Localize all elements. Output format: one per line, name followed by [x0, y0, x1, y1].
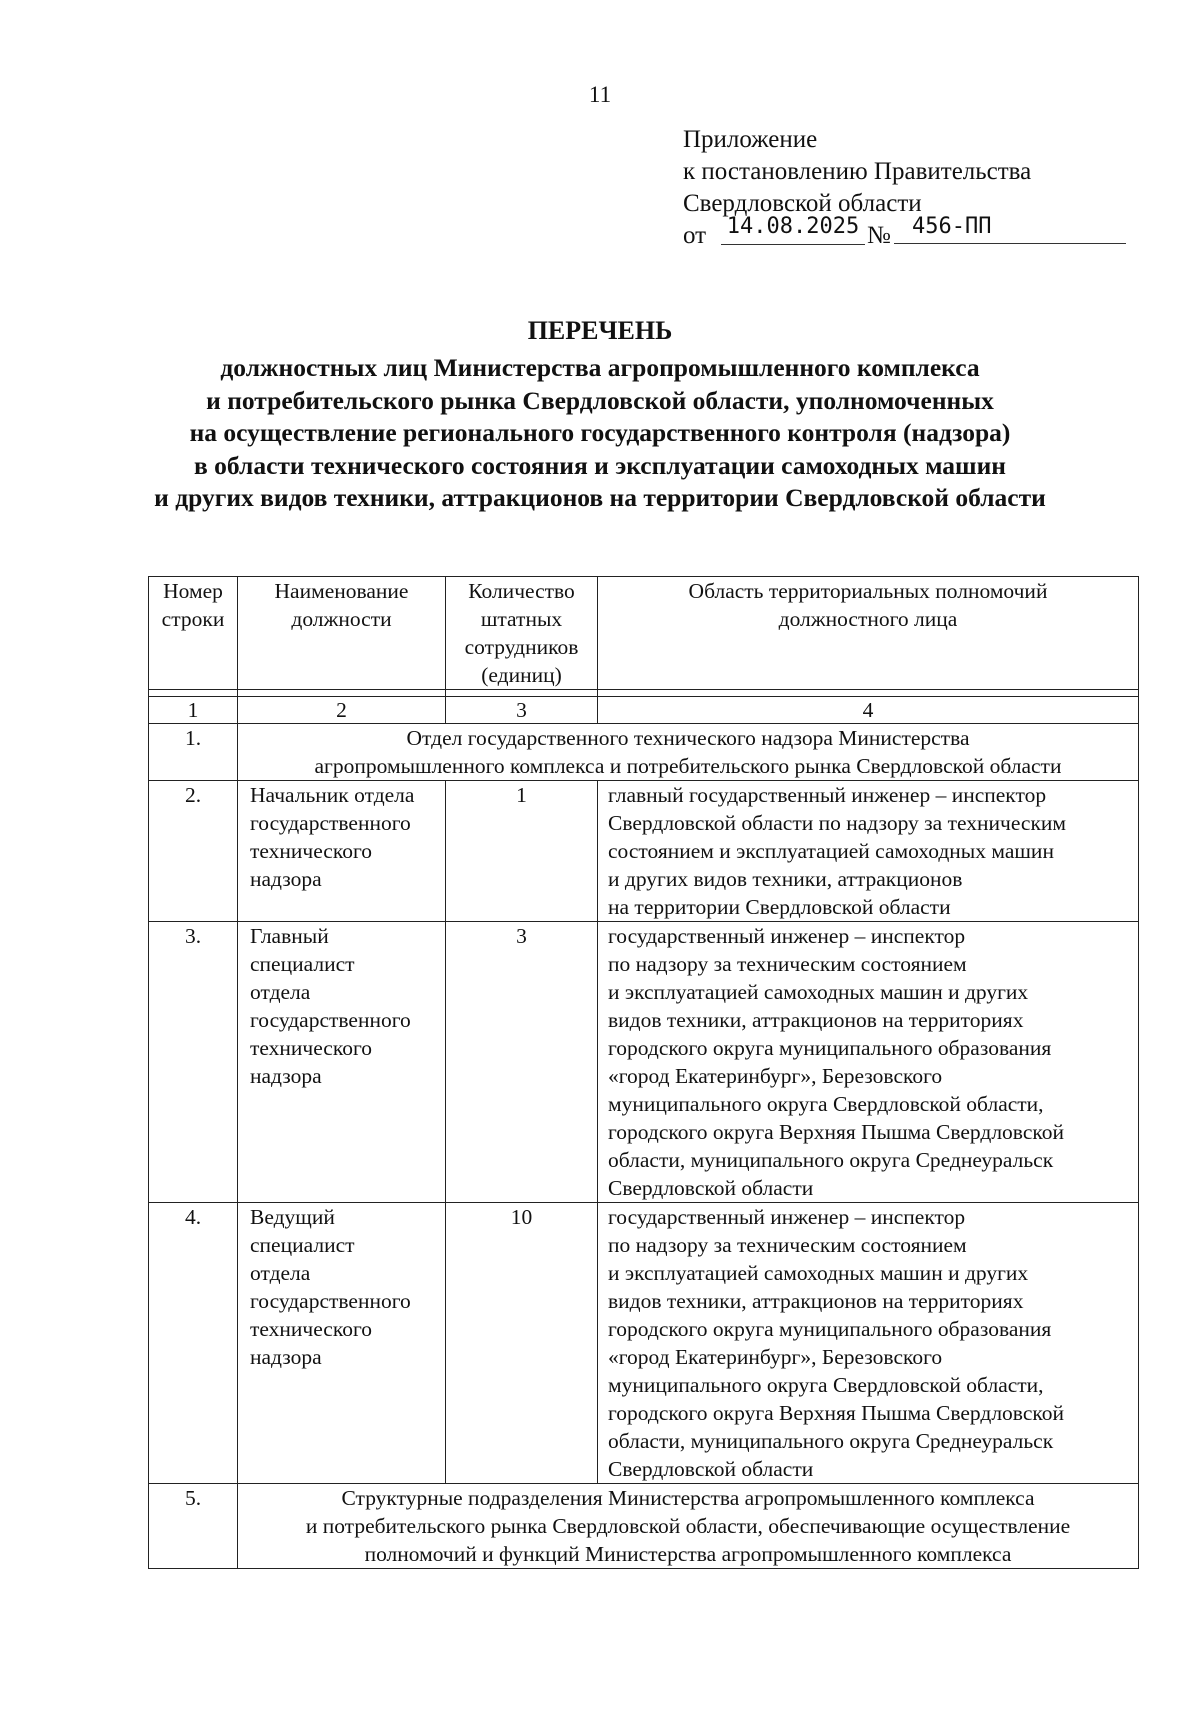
- section-text: и потребительского рынка Свердловской области, обеспечивающие осуществление: [305, 1514, 1071, 1538]
- row-number: 3.: [149, 922, 238, 1203]
- area-text: и эксплуатацией самоходных машин и других: [608, 1261, 1029, 1285]
- table-header-row: [149, 577, 1139, 690]
- appendix-date-line: [683, 214, 1031, 252]
- area-text: и других видов техники, аттракционов: [608, 867, 963, 891]
- position-text: отдела: [250, 980, 311, 1004]
- position-text: государственного: [250, 1008, 411, 1032]
- header-text: должностного лица: [778, 607, 958, 631]
- area-text: видов техники, аттракционов на территориях: [608, 1008, 1024, 1032]
- position-text: государственного: [250, 811, 411, 835]
- position-text: надзора: [250, 1345, 322, 1369]
- area-text: на территории Свердловской области: [608, 895, 951, 919]
- header-text: Количество: [468, 579, 575, 603]
- page-number: 11: [588, 82, 612, 107]
- document-subtitle: [80, 352, 1120, 515]
- header-text: сотрудников: [464, 635, 579, 659]
- header-cell-area: [598, 577, 1139, 690]
- count-cell: 10: [446, 1203, 598, 1484]
- subtitle-line: и потребительского рынка Свердловской области, уполномоченных: [206, 385, 994, 415]
- header-text: штатных: [480, 607, 563, 631]
- section-text: агропромышленного комплекса и потребительского рынка Свердловской области: [314, 754, 1062, 778]
- header-cell-row-number: [149, 577, 238, 690]
- appendix-block: [683, 124, 1031, 252]
- header-cell-count: [446, 577, 598, 690]
- area-text: «город Екатеринбург», Березовского: [608, 1064, 943, 1088]
- position-text: надзора: [250, 1064, 322, 1088]
- header-text: строки: [161, 607, 225, 631]
- table-row: [149, 724, 1139, 781]
- area-text: городского округа Верхняя Пышма Свердловской: [608, 1401, 1064, 1425]
- subtitle-line: в области технического состояния и эксплуатации самоходных машин: [194, 450, 1006, 480]
- header-separator: [149, 690, 1139, 697]
- appendix-line: Приложение: [683, 126, 818, 153]
- section-text: Отдел государственного технического надзора Министерства: [406, 726, 970, 750]
- area-text: государственный инженер – инспектор: [608, 924, 966, 948]
- area-text: видов техники, аттракционов на территориях: [608, 1289, 1024, 1313]
- area-text: состоянием и эксплуатацией самоходных машин: [608, 839, 1054, 863]
- area-text: Свердловской области: [608, 1176, 814, 1200]
- officials-table: [148, 576, 1139, 1569]
- position-text: отдела: [250, 1261, 311, 1285]
- area-cell: [598, 1203, 1139, 1484]
- section-text: полномочий и функций Министерства агропромышленного комплекса: [364, 1542, 1012, 1566]
- area-text: городского округа Верхняя Пышма Свердловской: [608, 1120, 1064, 1144]
- position-text: технического: [250, 1317, 372, 1341]
- area-text: области, муниципального округа Среднеуральск: [608, 1429, 1054, 1453]
- subtitle-line: должностных лиц Министерства агропромышленного комплекса: [220, 353, 980, 382]
- header-cell-position: [238, 577, 446, 690]
- date-prefix: от: [683, 222, 707, 249]
- row-number: 5.: [149, 1484, 238, 1569]
- area-text: области, муниципального округа Среднеуральск: [608, 1148, 1054, 1172]
- position-text: специалист: [250, 952, 355, 976]
- position-text: государственного: [250, 1289, 411, 1313]
- number-prefix: №: [867, 222, 891, 249]
- header-text: (единиц): [481, 663, 562, 687]
- merged-section-cell: [238, 1484, 1139, 1569]
- decree-number: 456-ПП: [894, 212, 1126, 244]
- subtitle-line: и других видов техники, аттракционов на территории Свердловской области: [154, 483, 1046, 512]
- column-number: 3: [446, 697, 598, 724]
- decree-date: 14.08.2025: [721, 212, 865, 245]
- position-text: надзора: [250, 867, 322, 891]
- area-cell: [598, 781, 1139, 922]
- table-row: [149, 781, 1139, 922]
- position-text: Начальник отдела: [250, 783, 415, 807]
- area-text: городского округа муниципального образования: [608, 1036, 1052, 1060]
- subtitle-line: на осуществление регионального государственного контроля (надзора): [189, 418, 1011, 447]
- count-cell: 3: [446, 922, 598, 1203]
- area-text: главный государственный инженер – инспектор: [608, 783, 1047, 807]
- column-number: 1: [149, 697, 238, 724]
- header-text: должности: [291, 607, 392, 631]
- area-text: по надзору за техническим состоянием: [608, 952, 967, 976]
- position-text: специалист: [250, 1233, 355, 1257]
- position-text: технического: [250, 1036, 372, 1060]
- column-number: 2: [238, 697, 446, 724]
- area-text: Свердловской области по надзору за техническим: [608, 811, 1066, 835]
- row-number: 1.: [149, 724, 238, 781]
- area-text: городского округа муниципального образования: [608, 1317, 1052, 1341]
- position-text: технического: [250, 839, 372, 863]
- area-text: Свердловской области: [608, 1457, 814, 1481]
- area-text: муниципального округа Свердловской области,: [608, 1092, 1044, 1116]
- row-number: 2.: [149, 781, 238, 922]
- row-number: 4.: [149, 1203, 238, 1484]
- table-row: [149, 1484, 1139, 1569]
- area-cell: [598, 922, 1139, 1203]
- position-cell: [238, 922, 446, 1203]
- area-text: муниципального округа Свердловской области,: [608, 1373, 1044, 1397]
- count-cell: 1: [446, 781, 598, 922]
- table-row: [149, 1203, 1139, 1484]
- header-text: Область территориальных полномочий: [688, 579, 1048, 603]
- header-text: Наименование: [274, 579, 409, 603]
- table-row: [149, 922, 1139, 1203]
- position-cell: [238, 781, 446, 922]
- position-cell: [238, 1203, 446, 1484]
- column-number: 4: [598, 697, 1139, 724]
- column-number-row: [149, 697, 1139, 724]
- area-text: по надзору за техническим состоянием: [608, 1233, 967, 1257]
- appendix-line: Свердловской области: [683, 190, 922, 217]
- header-text: Номер: [163, 579, 223, 603]
- area-text: государственный инженер – инспектор: [608, 1205, 966, 1229]
- area-text: «город Екатеринбург», Березовского: [608, 1345, 943, 1369]
- appendix-line: к постановлению Правительства: [683, 158, 1032, 185]
- section-text: Структурные подразделения Министерства агропромышленного комплекса: [341, 1486, 1035, 1510]
- document-title: ПЕРЕЧЕНЬ: [527, 316, 673, 345]
- position-text: Главный: [250, 924, 329, 948]
- position-text: Ведущий: [250, 1205, 335, 1229]
- merged-section-cell: [238, 724, 1139, 781]
- area-text: и эксплуатацией самоходных машин и других: [608, 980, 1029, 1004]
